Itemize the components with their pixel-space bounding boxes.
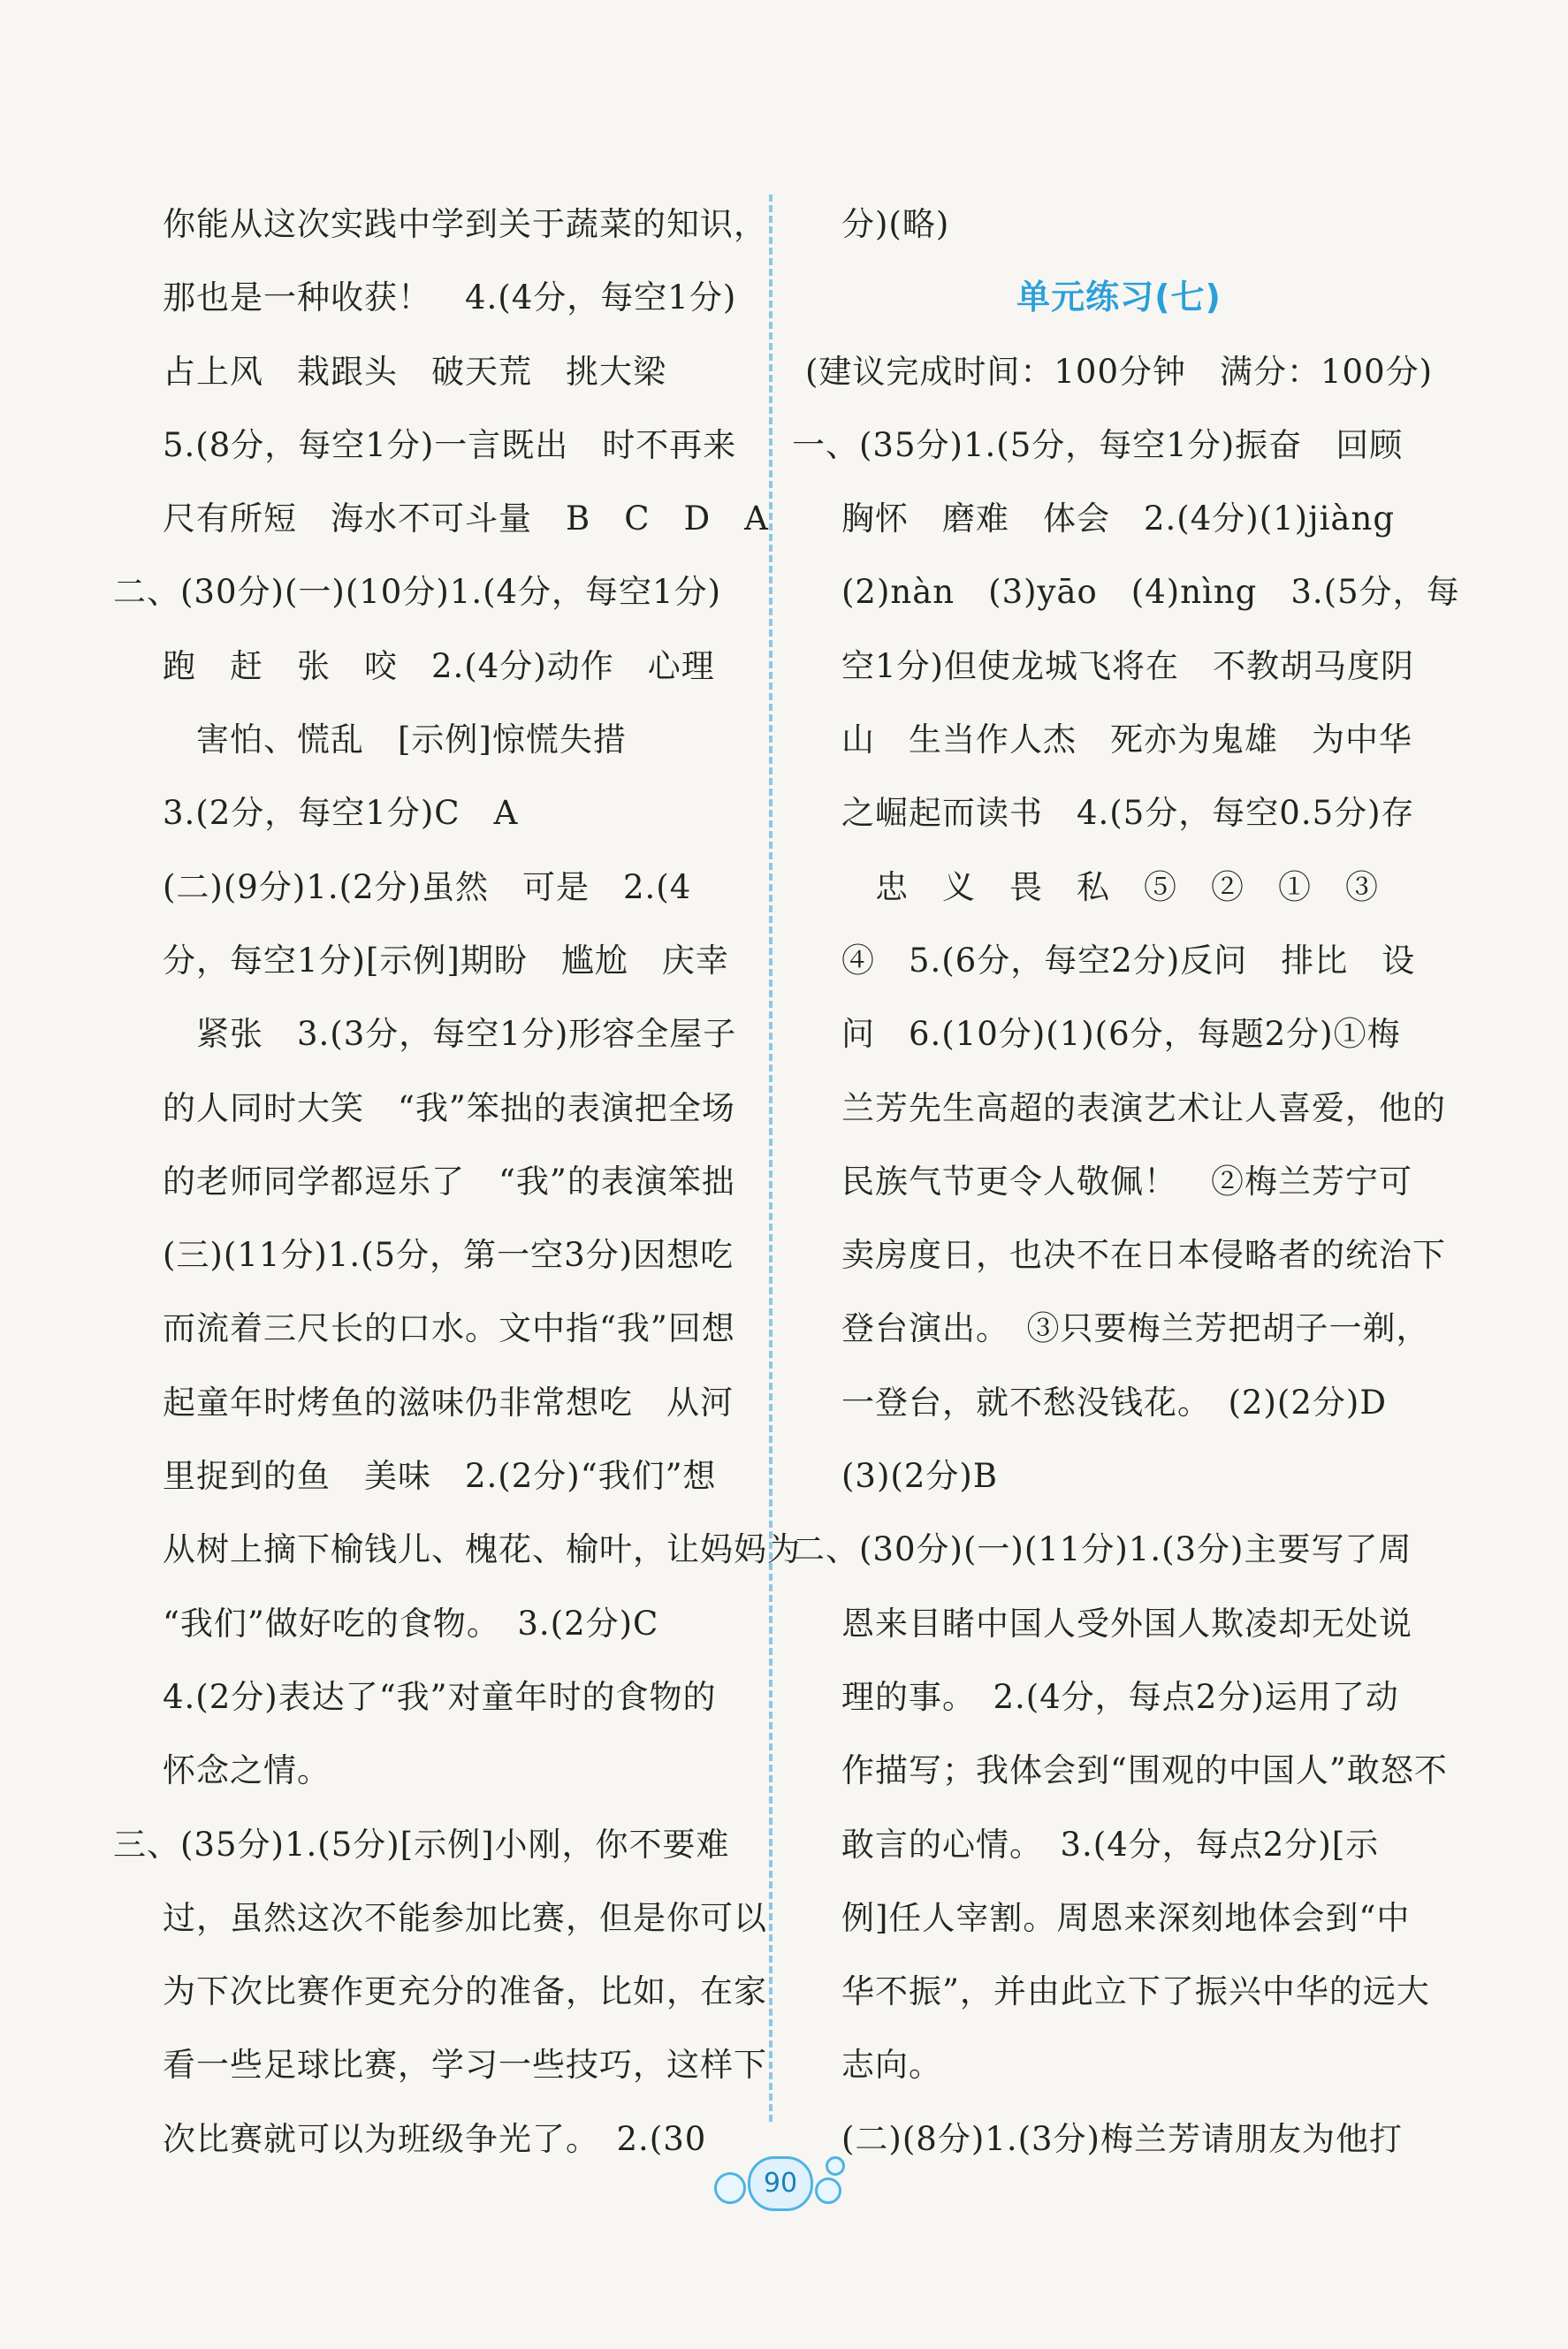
text-line: 的老师同学都逗乐了 “我”的表演笨拙	[163, 1162, 735, 1201]
text-line: 民族气节更令人敬佩！ ②梅兰芳宁可	[841, 1162, 1412, 1201]
text-line: 而流着三尺长的口水。文中指“我”回想	[163, 1309, 735, 1348]
text-line: (3)(2分)B	[841, 1457, 999, 1496]
text-line: 卖房度日，也决不在日本侵略者的统治下	[841, 1236, 1446, 1275]
text-line: (二)(9分)1.(2分)虽然 可是 2.(4	[163, 867, 692, 906]
text-line: 5.(8分，每空1分)一言既出 时不再来	[163, 425, 737, 464]
text-line: 忠 义 畏 私 ⑤ ② ① ③	[841, 867, 1379, 906]
text-line: 兰芳先生高超的表演艺术让人喜爱，他的	[841, 1088, 1446, 1127]
text-line: 紧张 3.(3分，每空1分)形容全屋子	[163, 1015, 737, 1054]
text-line: 问 6.(10分)(1)(6分，每题2分)①梅	[841, 1015, 1401, 1054]
text-line: 二、(30分)(一)(11分)1.(3分)主要写了周	[792, 1530, 1412, 1569]
text-line: 空1分)但使龙城飞将在 不教胡马度阴	[841, 646, 1414, 685]
text-line: 之崛起而读书 4.(5分，每空0.5分)存	[841, 794, 1415, 833]
text-line: ④ 5.(6分，每空2分)反问 排比 设	[841, 941, 1416, 980]
page-number: 90	[748, 2156, 813, 2211]
text-line: (二)(8分)1.(3分)梅兰芳请朋友为他打	[841, 2119, 1403, 2158]
bubble-decoration	[826, 2156, 845, 2176]
section-heading: 单元练习(七)	[1016, 278, 1222, 317]
text-line: (2)nàn (3)yāo (4)nìng 3.(5分，每	[841, 573, 1460, 612]
text-line: 二、(30分)(一)(10分)1.(4分，每空1分)	[113, 573, 722, 612]
text-line: 3.(2分，每空1分)C A	[163, 794, 519, 833]
text-line: “我们”做好吃的食物。 3.(2分)C	[163, 1604, 659, 1643]
text-line: 一、(35分)1.(5分，每空1分)振奋 回顾	[792, 425, 1404, 464]
text-line: 起童年时烤鱼的滋味仍非常想吃 从河	[163, 1383, 734, 1422]
text-line: 分，每空1分)[示例]期盼 尴尬 庆幸	[163, 941, 729, 980]
text-line: 一登台，就不愁没钱花。 (2)(2分)D	[841, 1383, 1387, 1422]
text-line: 看一些足球比赛，学习一些技巧，这样下	[163, 2046, 767, 2085]
text-line: 次比赛就可以为班级争光了。 2.(30	[163, 2119, 707, 2158]
text-line: 为下次比赛作更充分的准备，比如，在家	[163, 1972, 767, 2011]
text-line: 山 生当作人杰 死亦为鬼雄 为中华	[841, 721, 1412, 759]
text-line: 过，虽然这次不能参加比赛，但是你可以	[163, 1898, 767, 1937]
text-line: 敢言的心情。 3.(4分，每点2分)[示	[841, 1825, 1380, 1864]
bubble-decoration	[714, 2172, 746, 2204]
text-line: (三)(11分)1.(5分，第一空3分)因想吃	[163, 1236, 735, 1275]
text-line: 跑 赶 张 咬 2.(4分)动作 心理	[163, 646, 715, 685]
text-line: 尺有所短 海水不可斗量 B C D A	[163, 500, 769, 538]
text-line: 志向。	[841, 2046, 942, 2085]
text-line: 害怕、慌乱 [示例]惊慌失措	[163, 721, 627, 759]
right-column	[792, 187, 1460, 2176]
text-line: 你能从这次实践中学到关于蔬菜的知识，	[163, 205, 767, 243]
text-line: 华不振”，并由此立下了振兴中华的远大	[841, 1972, 1430, 2011]
text-line: 怀念之情。	[163, 1751, 331, 1790]
text-line: 例]任人宰割。周恩来深刻地体会到“中	[841, 1898, 1411, 1937]
text-line: 三、(35分)1.(5分)[示例]小刚，你不要难	[113, 1825, 730, 1864]
text-line: 从树上摘下榆钱儿、槐花、榆叶，让妈妈为	[163, 1530, 801, 1569]
text-line: 登台演出。 ③只要梅兰芳把胡子一剃，	[841, 1309, 1430, 1348]
text-line: 4.(2分)表达了“我”对童年时的食物的	[163, 1677, 717, 1716]
text-line: 里捉到的鱼 美味 2.(2分)“我们”想	[163, 1457, 717, 1496]
text-line: 占上风 栽跟头 破天荒 挑大梁	[163, 352, 666, 391]
column-divider	[769, 194, 773, 2122]
text-line: 的人同时大笑 “我”笨拙的表演把全场	[163, 1088, 735, 1127]
text-line: 那也是一种收获！ 4.(4分，每空1分)	[163, 278, 737, 317]
text-line: 分)(略)	[841, 205, 950, 243]
text-line: 恩来目睹中国人受外国人欺凌却无处说	[841, 1604, 1412, 1643]
left-column	[113, 187, 801, 2176]
bubble-decoration	[815, 2177, 841, 2204]
text-line: 胸怀 磨难 体会 2.(4分)(1)jiàng	[841, 500, 1396, 538]
text-line: 理的事。 2.(4分，每点2分)运用了动	[841, 1677, 1399, 1716]
text-line: 作描写；我体会到“围观的中国人”敢怒不	[841, 1751, 1448, 1790]
page-number-badge	[714, 2151, 847, 2213]
text-line: (建议完成时间：100分钟 满分：100分)	[804, 352, 1434, 391]
